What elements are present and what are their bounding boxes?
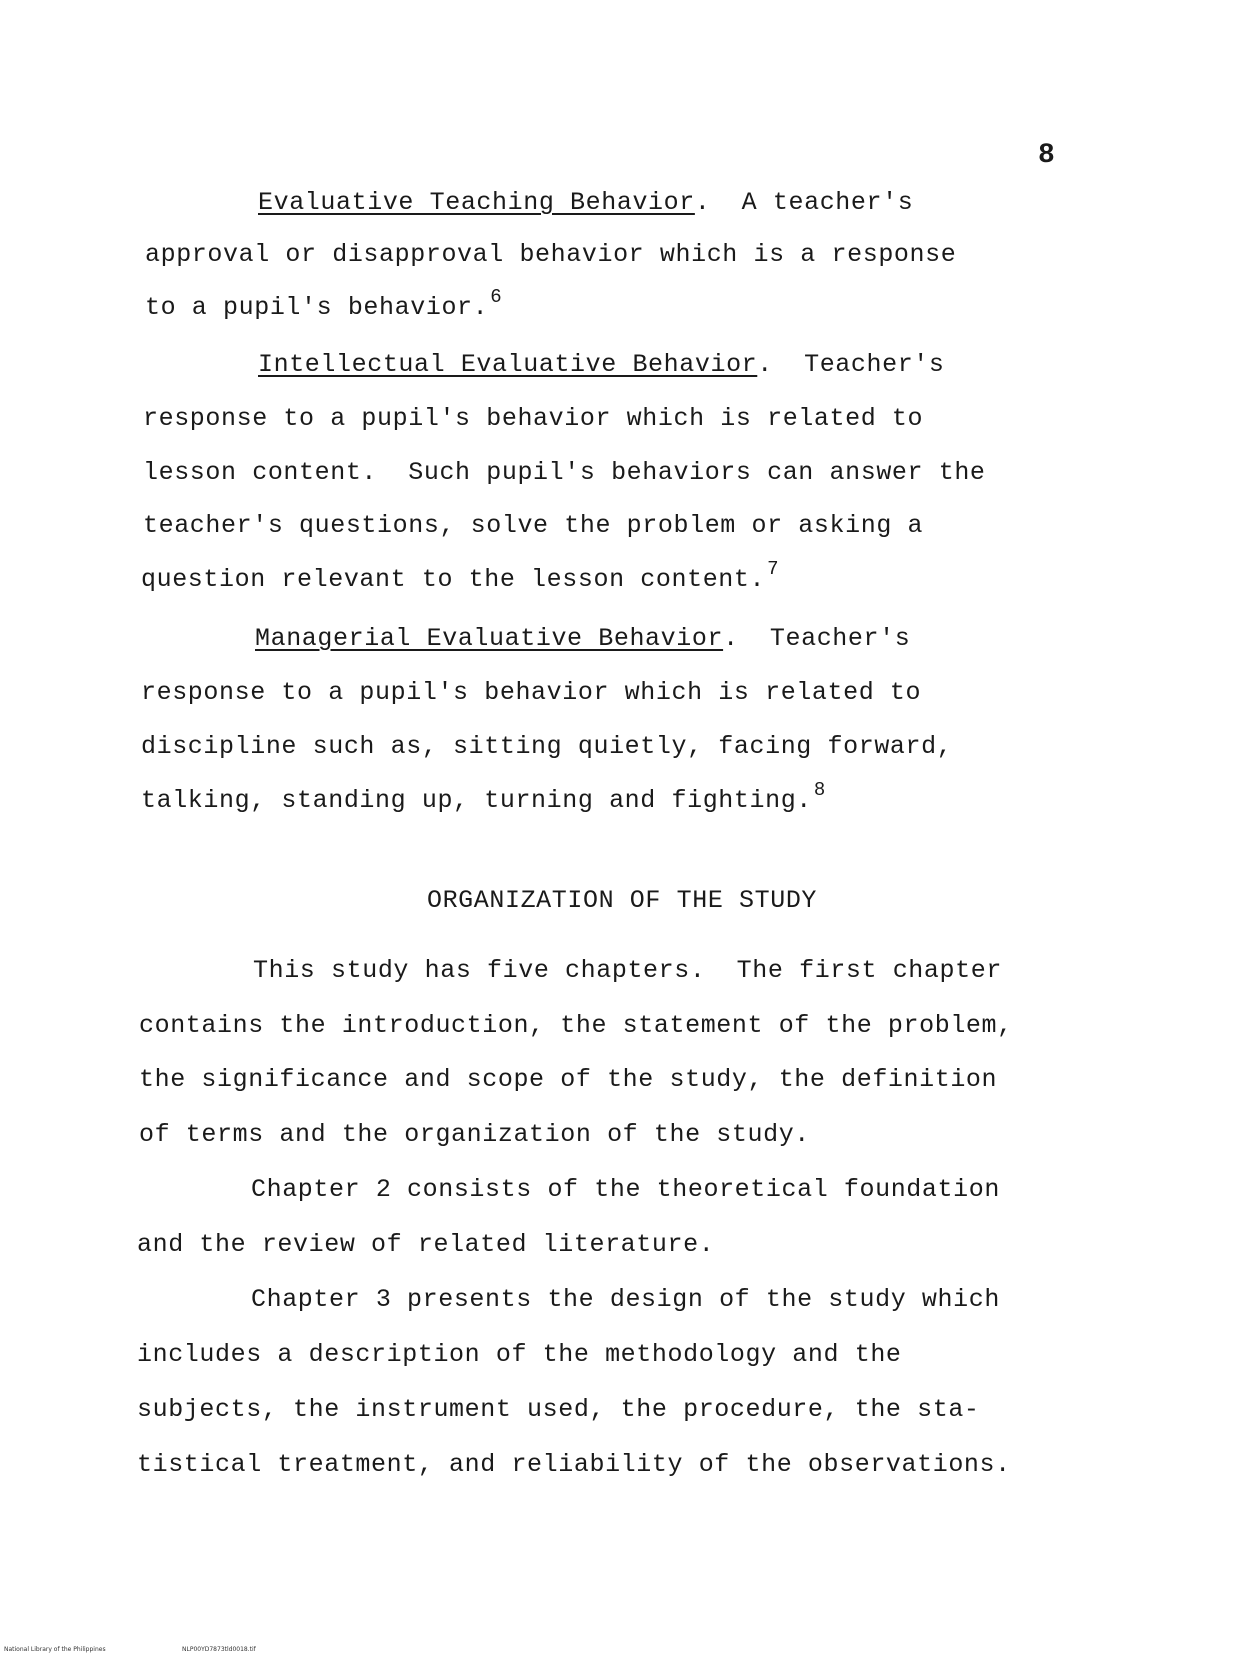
footer-source: National Library of the Philippines <box>4 1646 106 1653</box>
text-line: This study has five chapters. The first chapter <box>253 956 1002 985</box>
text-line: subjects, the instrument used, the procedure, the sta- <box>137 1395 980 1424</box>
text-line: the significance and scope of the study, the definition <box>139 1065 998 1094</box>
text-line: of terms and the organization of the study. <box>139 1120 810 1149</box>
footnote-marker: 6 <box>490 286 503 308</box>
text-line: includes a description of the methodology and the <box>137 1340 902 1369</box>
text-line <box>145 286 503 324</box>
section-heading: ORGANIZATION OF THE STUDY <box>426 886 818 915</box>
text-line: teacher's questions, solve the problem or asking a <box>143 511 924 540</box>
footnote-marker: 7 <box>767 558 780 580</box>
text-line-end: talking, standing up, turning and fighting. <box>141 786 812 815</box>
definition-term: Managerial Evaluative Behavior <box>255 624 724 653</box>
page-number: 8 <box>1038 140 1055 171</box>
text-line <box>141 779 826 817</box>
text-line: and the review of related literature. <box>137 1230 715 1259</box>
definition-term-line <box>258 350 945 380</box>
text-line-end: to a pupil's behavior. <box>145 293 489 322</box>
text-line: lesson content. Such pupil's behaviors can answer the <box>143 458 986 487</box>
text-line: discipline such as, sitting quietly, facing forward, <box>141 732 953 761</box>
text-line: tistical treatment, and reliability of the observations. <box>137 1450 1011 1479</box>
text-line: response to a pupil's behavior which is related to <box>143 404 924 433</box>
definition-term: Evaluative Teaching Behavior <box>258 188 695 217</box>
text-line: Chapter 3 presents the design of the study which <box>251 1285 1000 1314</box>
text-line: response to a pupil's behavior which is related to <box>141 678 922 707</box>
definition-term: Intellectual Evaluative Behavior <box>258 350 758 379</box>
footnote-marker: 8 <box>813 779 826 801</box>
definition-text: . A teacher's <box>694 188 914 217</box>
definition-text: . Teacher's <box>757 350 945 379</box>
text-line: Chapter 2 consists of the theoretical foundation <box>251 1175 1000 1204</box>
definition-text: . Teacher's <box>723 624 911 653</box>
text-line <box>141 558 780 596</box>
text-line: contains the introduction, the statement of the problem, <box>139 1011 1013 1040</box>
definition-term-line <box>258 188 913 218</box>
text-line: approval or disapproval behavior which is a response <box>145 240 957 269</box>
text-line-end: question relevant to the lesson content. <box>141 565 766 594</box>
footer-filename: NLP00YD7873tld0018.tif <box>182 1646 256 1653</box>
definition-term-line <box>255 624 910 654</box>
